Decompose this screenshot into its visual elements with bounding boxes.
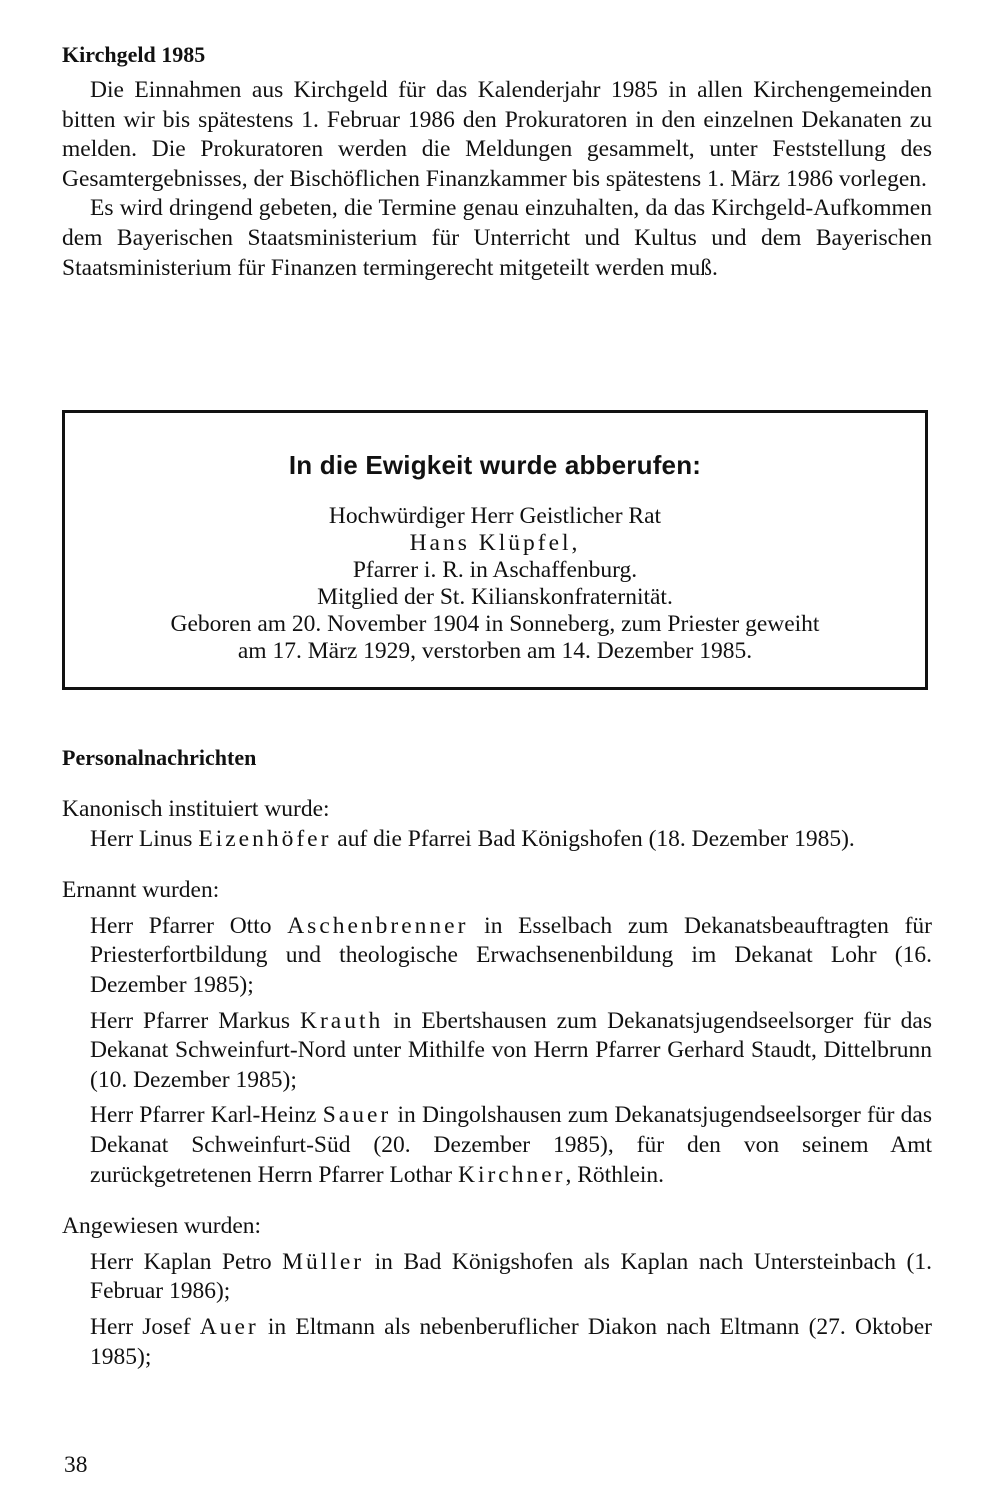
person-name: Kirchner (457, 1161, 566, 1188)
ernannt-entry: Herr Pfarrer Otto Aschenbrenner in Esselbach zum Dekanatsbeauftragten für Priesterfortbildung und theologische Erwachsenenbildung im Dekanat Lohr (16. Dezember 1985); (90, 912, 932, 998)
ernannt-label: Ernannt wurden: (62, 877, 220, 904)
personal-section (62, 743, 932, 1372)
person-name: Auer (199, 1313, 259, 1340)
person-name: Sauer (322, 1102, 392, 1129)
person-name: Krauth (299, 1007, 384, 1034)
kirchgeld-section (62, 40, 932, 283)
obituary-title: In die Ewigkeit wurde abberufen: (288, 450, 702, 480)
instituiert-entry: Herr Linus Eizenhöfer auf die Pfarrei Bad Königshofen (18. Dezember 1985). (90, 825, 855, 852)
angewiesen-entry: Herr Josef Auer in Eltmann als nebenberuflicher Diakon nach Eltmann (27. Oktober 1985); (90, 1313, 932, 1370)
kirchgeld-paragraph-1: Die Einnahmen aus Kirchgeld für das Kalenderjahr 1985 in allen Kirchengemeinden bitten wir bis spätestens 1. Februar 1986 den Prokuratoren in den einzelnen Dekanaten zu melden. Die Prokuratoren werden die Meldungen gesammelt, unter Feststellung des Gesamtergebnisses, der Bischöflichen Finanzkammer bis spätestens 1. März 1986 vorlegen. (62, 77, 932, 192)
obituary-line-3: Pfarrer i. R. in Aschaffenburg. (352, 557, 638, 583)
obituary-line-5: Geboren am 20. November 1904 in Sonneberg, zum Priester geweiht (170, 611, 820, 637)
obituary-line-6: am 17. März 1929, verstorben am 14. Dezember 1985. (237, 638, 753, 664)
obituary-line-4: Mitglied der St. Kilianskonfraternität. (317, 584, 673, 610)
ernannt-entry: Herr Pfarrer Karl-Heinz Sauer in Dingolshausen zum Dekanatsjugendseelsorger für das Dekanat Schweinfurt-Süd (20. Dezember 1985), für den von seinem Amt zurückgetretenen Herrn Pfarrer Lothar Kirchner, Röthlein. (90, 1102, 932, 1188)
ernannt-entry: Herr Pfarrer Markus Krauth in Ebertshausen zum Dekanatsjugendseelsorger für das Dekanat Schweinfurt-Nord unter Mithilfe von Herrn Pfarrer Gerhard Staudt, Dittelbrunn (10. Dezember 1985); (90, 1007, 932, 1093)
obituary-box (62, 410, 928, 690)
person-name: Müller (282, 1248, 365, 1275)
personal-heading: Personalnachrichten (62, 745, 257, 770)
instituiert-label: Kanonisch instituiert wurde: (62, 796, 330, 822)
person-name: Eizenhöfer (198, 825, 332, 852)
person-name: Aschenbrenner (287, 912, 469, 939)
page-number: 38 (64, 1452, 88, 1478)
obituary-line-1: Hochwürdiger Herr Geistlicher Rat (328, 503, 662, 529)
angewiesen-entry: Herr Kaplan Petro Müller in Bad Königshofen als Kaplan nach Untersteinbach (1. Februar 1986); (90, 1248, 932, 1305)
angewiesen-label: Angewiesen wurden: (62, 1213, 262, 1240)
obituary-name: Hans Klüpfel, (409, 530, 581, 556)
kirchgeld-heading: Kirchgeld 1985 (62, 42, 206, 67)
kirchgeld-paragraph-2: Es wird dringend gebeten, die Termine genau einzuhalten, da das Kirchgeld-Aufkommen dem Bayerischen Staatsministerium für Unterricht und Kultus und dem Bayerischen Staatsministerium für Finanzen termingerecht mitgeteilt werden muß. (62, 195, 932, 281)
